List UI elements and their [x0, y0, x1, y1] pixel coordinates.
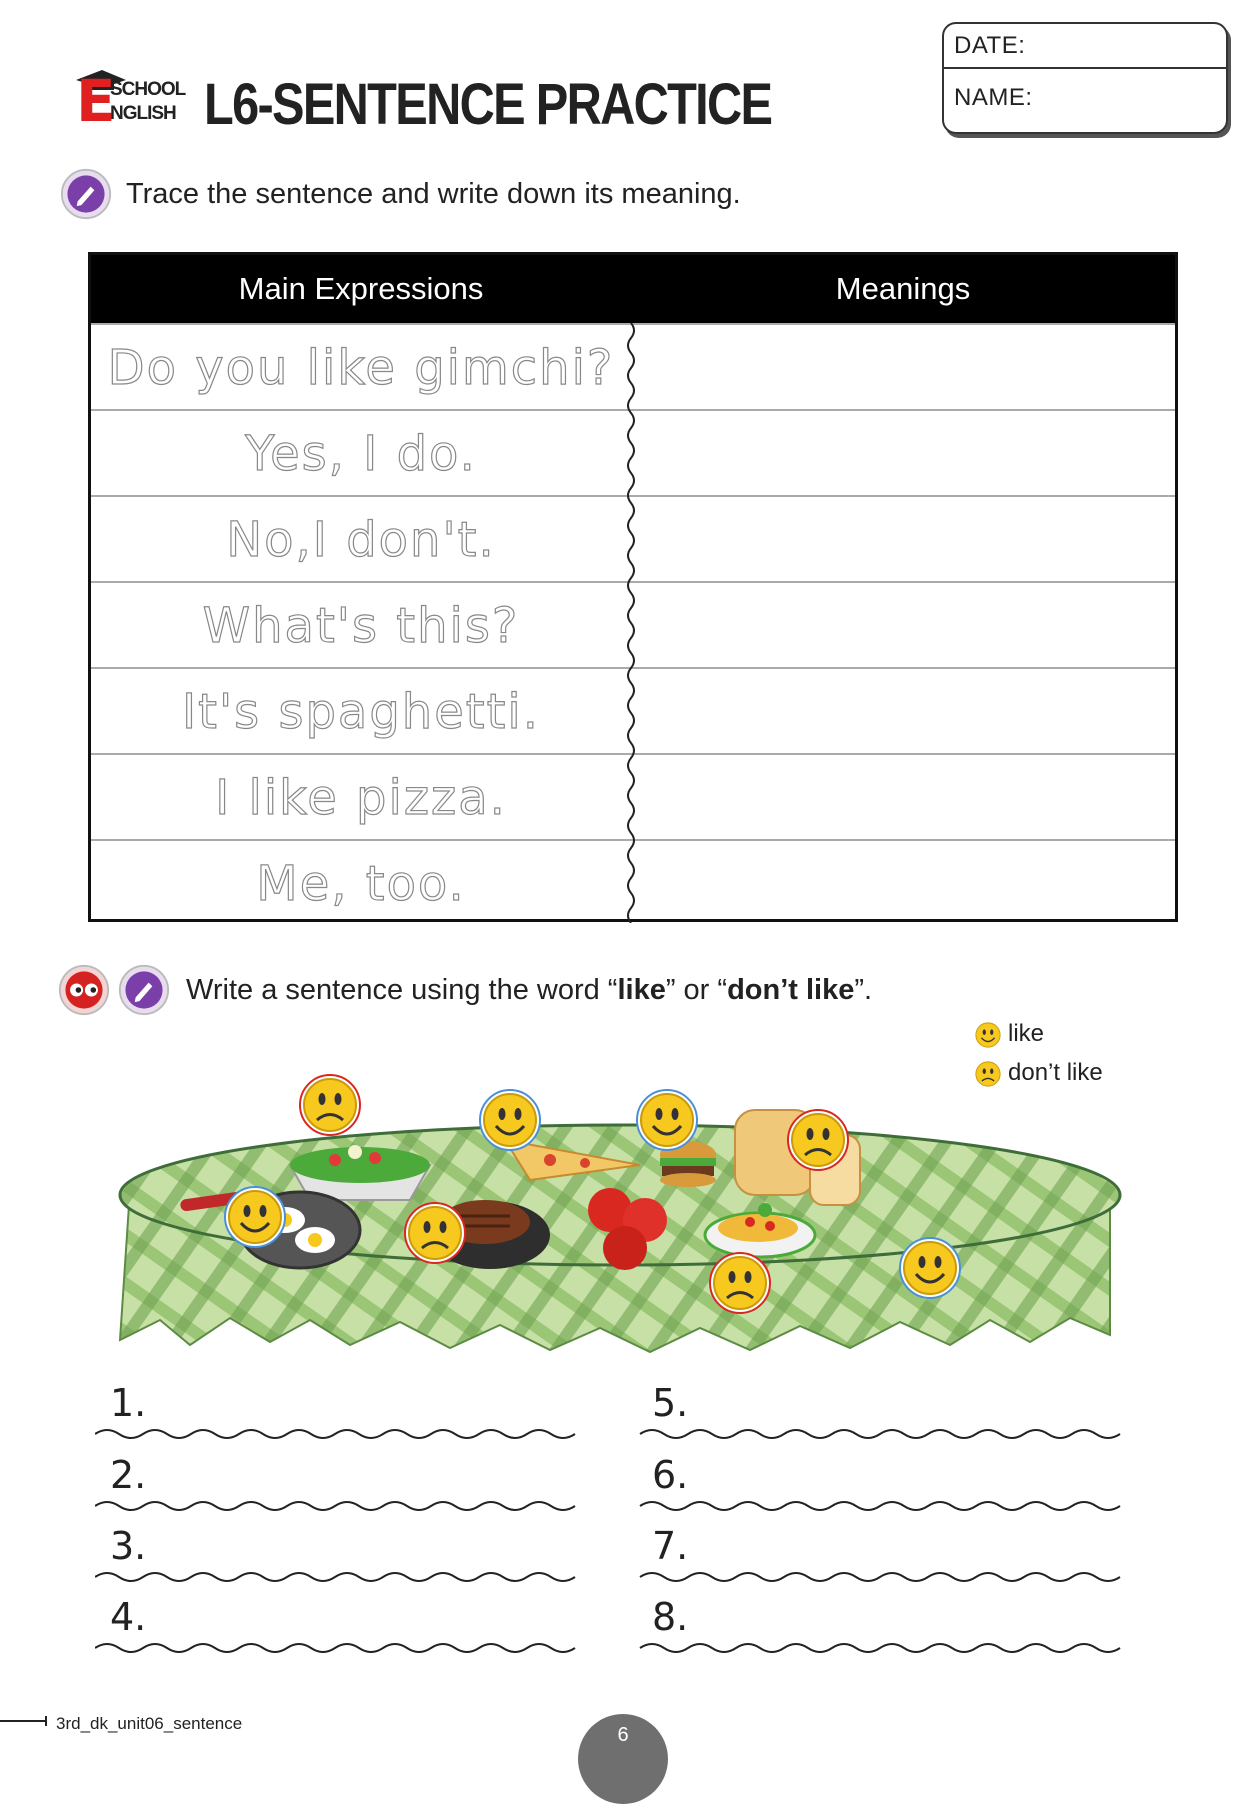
trace-sentence: I like pizza.	[215, 770, 507, 826]
frown-face-icon	[300, 1075, 360, 1135]
footer-rule	[0, 1714, 52, 1728]
trace-sentence: It's spaghetti.	[182, 684, 540, 740]
writing-line-1	[95, 1430, 575, 1438]
legend-dont-like: don’t like	[1008, 1059, 1103, 1086]
logo-letter: E	[76, 67, 116, 135]
smile-face-icon	[900, 1238, 960, 1298]
instruction-text: ”.	[854, 974, 873, 1006]
instruction-text: ” or “	[665, 974, 728, 1006]
smile-face-icon	[225, 1187, 285, 1247]
trace-sentence: Yes, I do.	[245, 426, 477, 482]
line-number: 4.	[110, 1595, 147, 1639]
trace-sentence: Me, too.	[256, 856, 466, 912]
logo-school-text: SCHOOL	[110, 79, 186, 100]
smile-face-icon	[637, 1090, 697, 1150]
line-number: 3.	[110, 1524, 147, 1568]
pencil-icon	[60, 168, 112, 220]
keyword-dont-like: don’t like	[727, 974, 855, 1006]
line-number: 1.	[110, 1381, 147, 1425]
trace-sentence: What's this?	[202, 598, 520, 654]
trace-sentence: Do you like gimchi?	[107, 340, 615, 396]
writing-line-7	[640, 1573, 1120, 1581]
line-number: 6.	[652, 1453, 689, 1497]
page-number: 6	[617, 1724, 629, 1746]
legend-like: like	[1008, 1020, 1045, 1047]
keyword-like: like	[617, 974, 666, 1006]
line-number: 7.	[652, 1524, 689, 1568]
writing-line-5	[640, 1430, 1120, 1438]
date-label: DATE:	[954, 32, 1026, 59]
smile-face-icon	[480, 1090, 540, 1150]
section2-instruction	[186, 972, 872, 1008]
line-number: 2.	[110, 1453, 147, 1497]
writing-line-8	[640, 1644, 1120, 1652]
smile-face-icon	[974, 1021, 1002, 1049]
frown-face-icon	[710, 1253, 770, 1313]
frown-face-icon	[788, 1110, 848, 1170]
frown-face-icon	[405, 1203, 465, 1263]
writing-line-3	[95, 1573, 575, 1581]
writing-line-6	[640, 1502, 1120, 1510]
wavy-column-divider	[623, 323, 639, 923]
box-divider	[944, 67, 1226, 69]
col-header-expressions: Main Expressions	[238, 271, 484, 306]
col-header-meanings: Meanings	[835, 271, 971, 306]
file-label: 3rd_dk_unit06_sentence	[56, 1714, 243, 1733]
line-number: 8.	[652, 1595, 689, 1639]
writing-lines	[95, 1420, 1145, 1660]
expressions-table	[88, 252, 1178, 922]
name-label: NAME:	[954, 84, 1033, 111]
pencil-icon	[118, 964, 170, 1016]
line-number: 5.	[652, 1381, 689, 1425]
writing-line-4	[95, 1644, 575, 1652]
page-title: L6-SENTENCE PRACTICE	[204, 72, 772, 137]
date-name-box	[942, 22, 1228, 134]
trace-sentence: No,I don't.	[226, 512, 496, 568]
section1-instruction: Trace the sentence and write down its meaning.	[126, 178, 741, 210]
eyes-icon	[58, 964, 110, 1016]
logo-english-text: NGLISH	[110, 103, 176, 124]
table-header	[91, 255, 1175, 323]
writing-line-2	[95, 1502, 575, 1510]
instruction-text: Write a sentence using the word “	[186, 974, 618, 1006]
food-table-illustration	[110, 1070, 1140, 1380]
